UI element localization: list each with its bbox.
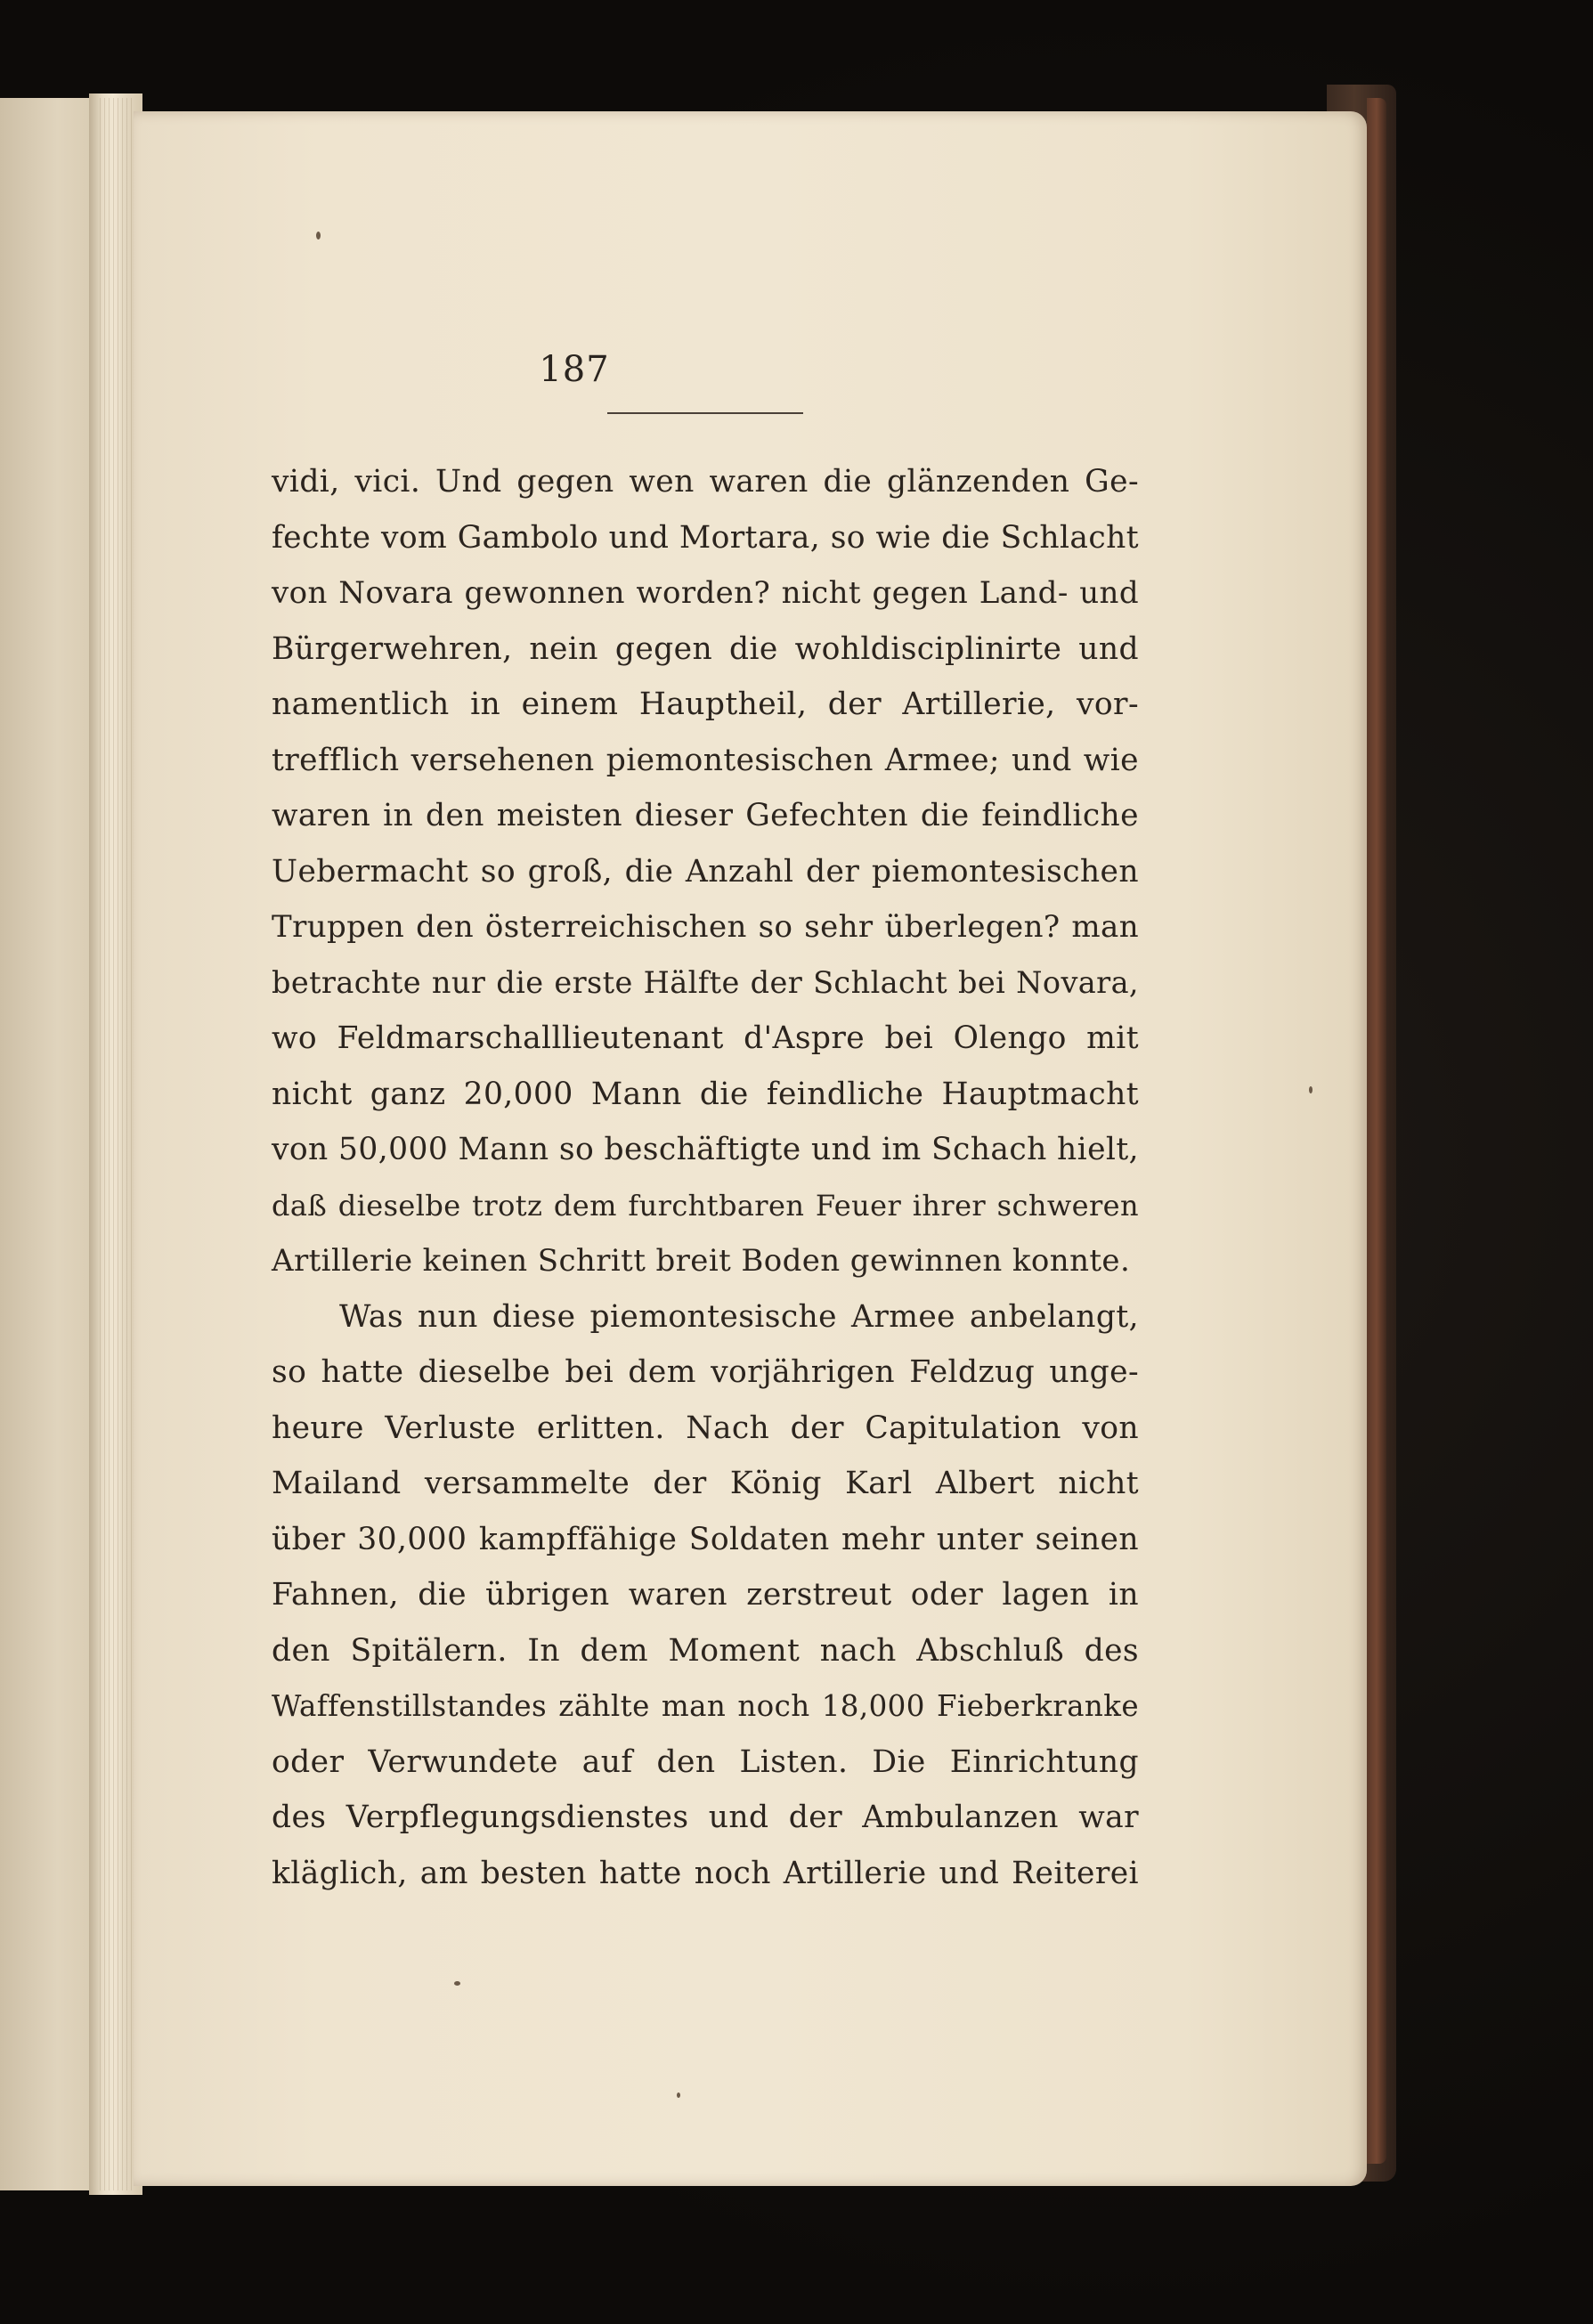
text-line: den Spitälern. In dem Moment nach Abschluß des: [272, 1632, 1139, 1669]
text-line: von 50,000 Mann so beschäftigte und im Schach hielt,: [272, 1132, 1139, 1167]
text-line: so hatte dieselbe bei dem vorjährigen Feldzug unge-: [272, 1354, 1139, 1390]
text-line: heure Verluste erlitten. Nach der Capitulation von: [272, 1410, 1139, 1446]
text-line: kläglich, am besten hatte noch Artillerie und Reiterei: [272, 1855, 1139, 1891]
text-line: daß dieselbe trotz dem furchtbaren Feuer ihrer schweren: [272, 1188, 1139, 1223]
text-line: Bürgerwehren, nein gegen die wohldisciplinirte und: [272, 630, 1139, 667]
text-line: Mailand versammelte der König Karl Albert nicht: [272, 1466, 1139, 1501]
paper-spot: [677, 2092, 680, 2098]
previous-page-edge: [0, 98, 96, 2190]
text-line: vidi, vici. Und gegen wen waren die glänzenden Ge-: [272, 464, 1139, 500]
header-rule: [607, 412, 803, 414]
text-line: über 30,000 kampffähige Soldaten mehr unter seinen: [272, 1521, 1139, 1557]
text-line: fechte vom Gambolo und Mortara, so wie die Schlacht: [272, 519, 1139, 556]
text-line: betrachte nur die erste Hälfte der Schlacht bei Novara,: [272, 964, 1139, 1000]
text-line: nicht ganz 20,000 Mann die feindliche Hauptmacht: [272, 1076, 1139, 1112]
paper-spot: [454, 1981, 460, 1986]
page-number: 187: [539, 349, 610, 390]
text-line: waren in den meisten dieser Gefechten die feindliche: [272, 798, 1139, 833]
text-line: wo Feldmarschalllieutenant d'Aspre bei Olengo mit: [272, 1020, 1139, 1056]
page-edges: [100, 98, 135, 2190]
text-line: des Verpflegungsdienstes und der Ambulanzen war: [272, 1800, 1139, 1835]
text-line: von Novara gewonnen worden? nicht gegen Land- und: [272, 575, 1139, 611]
text-line: Was nun diese piemontesische Armee anbelangt,: [339, 1298, 1139, 1335]
book-cover-edge: [1367, 98, 1386, 2164]
text-line: namentlich in einem Hauptheil, der Artillerie, vor-: [272, 687, 1139, 722]
text-line: Fahnen, die übrigen waren zerstreut oder lagen in: [272, 1577, 1139, 1613]
paper-spot: [316, 232, 321, 240]
text-line: Waffenstillstandes zählte man noch 18,000 Fieberkranke: [272, 1689, 1139, 1723]
text-line: trefflich versehenen piemontesischen Armee; und wie: [272, 742, 1139, 778]
body-text: [272, 454, 1139, 1901]
text-line: Artillerie keinen Schritt breit Boden gewinnen konnte.: [272, 1243, 1131, 1279]
text-line: Truppen den österreichischen so sehr überlegen? man: [272, 909, 1139, 945]
text-line: oder Verwundete auf den Listen. Die Einrichtung: [272, 1743, 1139, 1780]
text-line: Uebermacht so groß, die Anzahl der piemontesischen: [272, 853, 1139, 890]
paper-spot: [1309, 1086, 1313, 1093]
